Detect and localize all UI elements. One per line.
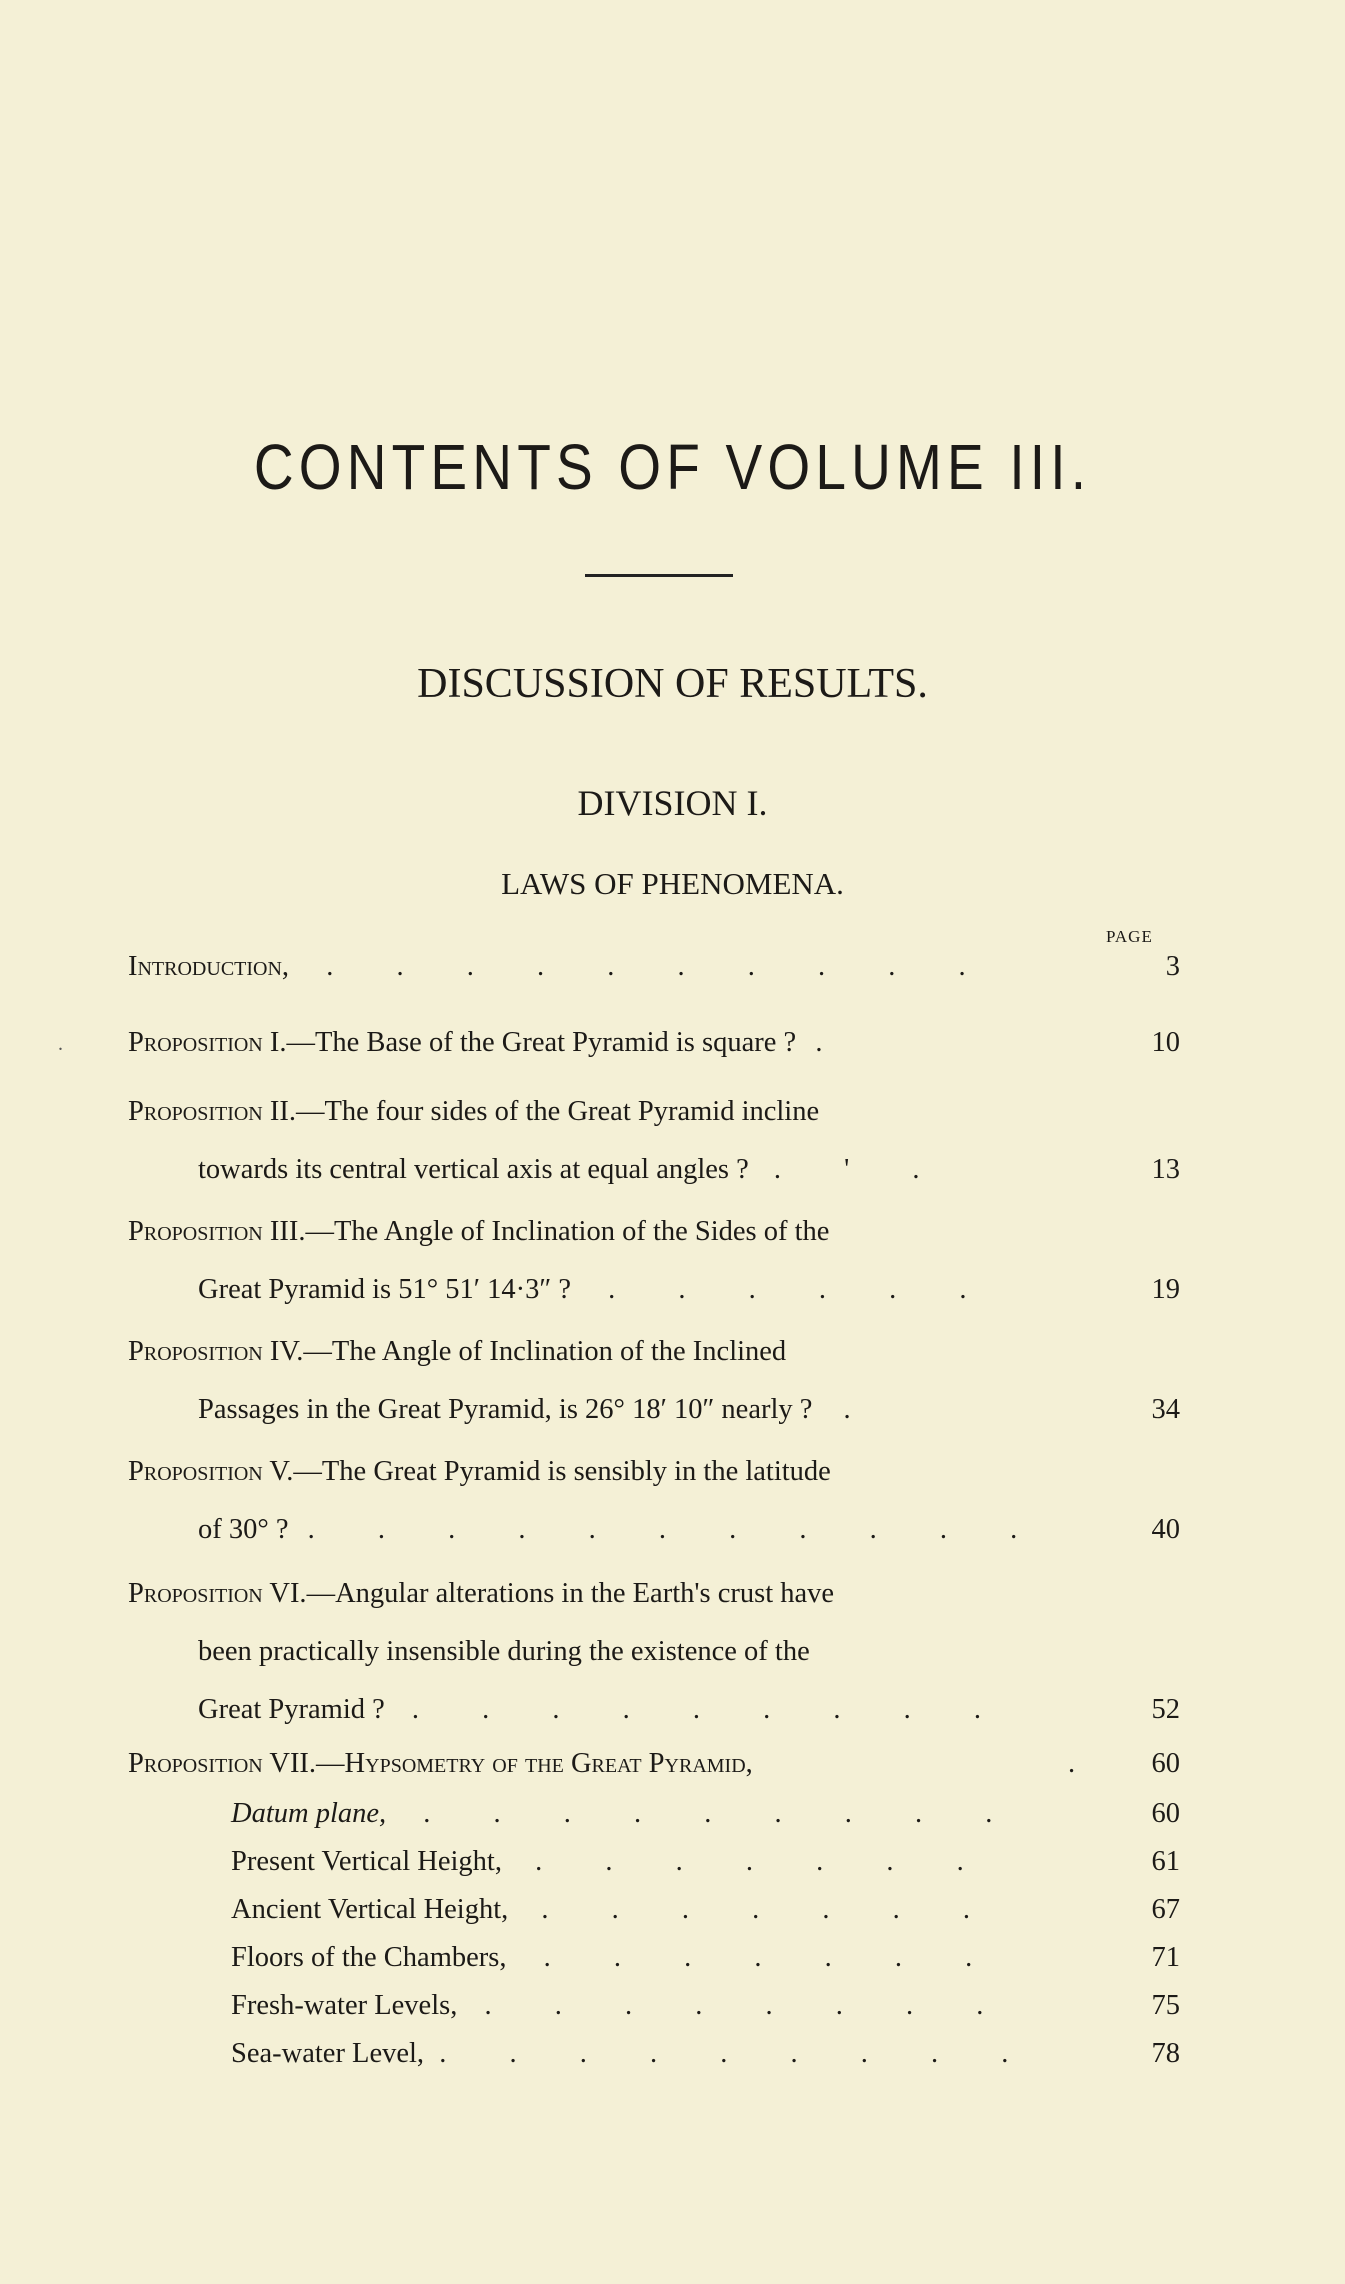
entry-text: Great Pyramid is 51° 51′ 14·3″ ?	[198, 1274, 572, 1305]
toc-entry-proposition-6[interactable]	[128, 1565, 1180, 1739]
entry-lead: Proposition IV.	[128, 1336, 304, 1367]
division-heading: DIVISION I.	[577, 783, 768, 823]
entry-text: —The Base of the Great Pyramid is square ?	[286, 1027, 804, 1058]
leader-dots: . . . . . . .	[535, 1846, 992, 1877]
entry-text: Passages in the Great Pyramid, is 26° 18′ 10″ nearly ?	[198, 1394, 813, 1425]
leader-dots: . ' .	[773, 1154, 948, 1185]
entry-text: Great Pyramid ?	[198, 1694, 385, 1725]
entry-text: been practically insensible during the existence of the	[198, 1636, 810, 1667]
entry-lead: Proposition VII.	[128, 1748, 317, 1779]
entry-lead: Proposition VI.	[128, 1578, 307, 1609]
leader-dots: . . . . . . . . .	[423, 1798, 1021, 1829]
entry-text: of 30° ?	[198, 1514, 289, 1545]
page-number: 71	[1151, 1942, 1180, 1973]
leader-dots: .	[843, 1394, 879, 1425]
page-column-label: PAGE	[1106, 927, 1153, 946]
page-number: 67	[1151, 1894, 1180, 1925]
subentry-label: Fresh-water Levels,	[231, 1990, 458, 2021]
page-number: 13	[1151, 1154, 1180, 1185]
subentry-label: Present Vertical Height,	[231, 1846, 502, 1877]
page-number: 19	[1151, 1274, 1180, 1305]
leader-dots: . . . . . . .	[541, 1894, 999, 1925]
entry-lead: Proposition I.	[128, 1027, 287, 1058]
leader-dots: . . . . . . . .	[484, 1990, 1012, 2021]
toc-entry-proposition-5[interactable]	[128, 1443, 1180, 1559]
leader-dots: . . . . . . . . .	[411, 1694, 1010, 1725]
subentry-label: Floors of the Chambers,	[231, 1942, 507, 1973]
entry-lead: Proposition III.	[128, 1216, 306, 1247]
page-number: 60	[1151, 1748, 1180, 1779]
toc-entry-proposition-1[interactable]	[128, 1014, 1180, 1072]
toc-subentry-present-height[interactable]	[231, 1838, 1180, 1886]
entry-text: —The Great Pyramid is sensibly in the latitude	[293, 1456, 831, 1487]
entry-lead: Proposition V.	[128, 1456, 294, 1487]
toc-subentry-sea-water[interactable]	[231, 2030, 1180, 2078]
entry-text: towards its central vertical axis at equal angles ?	[198, 1154, 749, 1185]
page-number: 78	[1151, 2038, 1180, 2069]
toc-subentry-floors[interactable]	[231, 1934, 1180, 1982]
toc-subentry-ancient-height[interactable]	[231, 1886, 1180, 1934]
leader-dots: . . . . . . . . .	[439, 2038, 1037, 2069]
page-number: 52	[1151, 1694, 1180, 1725]
entry-lead: Introduction,	[128, 951, 290, 982]
entry-text: —The Angle of Inclination of the Inclined	[303, 1336, 787, 1367]
section-heading: DISCUSSION OF RESULTS.	[417, 661, 928, 707]
toc-entry-proposition-3[interactable]	[128, 1203, 1180, 1319]
leader-dots: .	[1068, 1748, 1104, 1779]
entry-text: —The Angle of Inclination of the Sides of the	[305, 1216, 830, 1247]
page-number: 61	[1151, 1846, 1180, 1877]
entry-text: —Angular alterations in the Earth's crust have	[306, 1578, 835, 1609]
toc-subentry-datum-plane[interactable]	[231, 1790, 1180, 1838]
leader-dots: . . . . . . .	[543, 1942, 1001, 1973]
subentry-label: Ancient Vertical Height,	[231, 1894, 509, 1925]
page-number: 10	[1151, 1027, 1180, 1058]
sub-heading: LAWS OF PHENOMENA.	[501, 866, 844, 901]
page-number: 34	[1151, 1394, 1180, 1425]
page-number: 60	[1151, 1798, 1180, 1829]
page-number: 3	[1165, 951, 1180, 982]
leader-dots: .	[815, 1027, 851, 1058]
toc-entry-proposition-4[interactable]	[128, 1323, 1180, 1439]
toc-subentry-fresh-water[interactable]	[231, 1982, 1180, 2030]
leader-dots: . . . . . . . . . .	[326, 951, 994, 982]
subentry-label: Datum plane,	[231, 1798, 387, 1829]
entry-text: —Hypsometry of the Great Pyramid,	[316, 1748, 753, 1779]
entry-text: —The four sides of the Great Pyramid incline	[295, 1096, 820, 1127]
entry-lead: Proposition II.	[128, 1096, 296, 1127]
page-number: 75	[1151, 1990, 1180, 2021]
page-number: 40	[1151, 1514, 1180, 1545]
leader-dots: . . . . . . . . . . .	[307, 1514, 1046, 1545]
page-title: CONTENTS OF VOLUME III.	[253, 431, 1092, 503]
toc-entry-introduction[interactable]	[128, 938, 1180, 996]
subentry-label: Sea-water Level,	[231, 2038, 425, 2069]
leader-dots: . . . . . .	[608, 1274, 995, 1305]
toc-entry-proposition-7[interactable]	[128, 1735, 1180, 1793]
margin-mark: .	[58, 1033, 63, 1055]
toc-entry-proposition-2[interactable]	[128, 1083, 1180, 1199]
title-rule	[585, 574, 733, 577]
